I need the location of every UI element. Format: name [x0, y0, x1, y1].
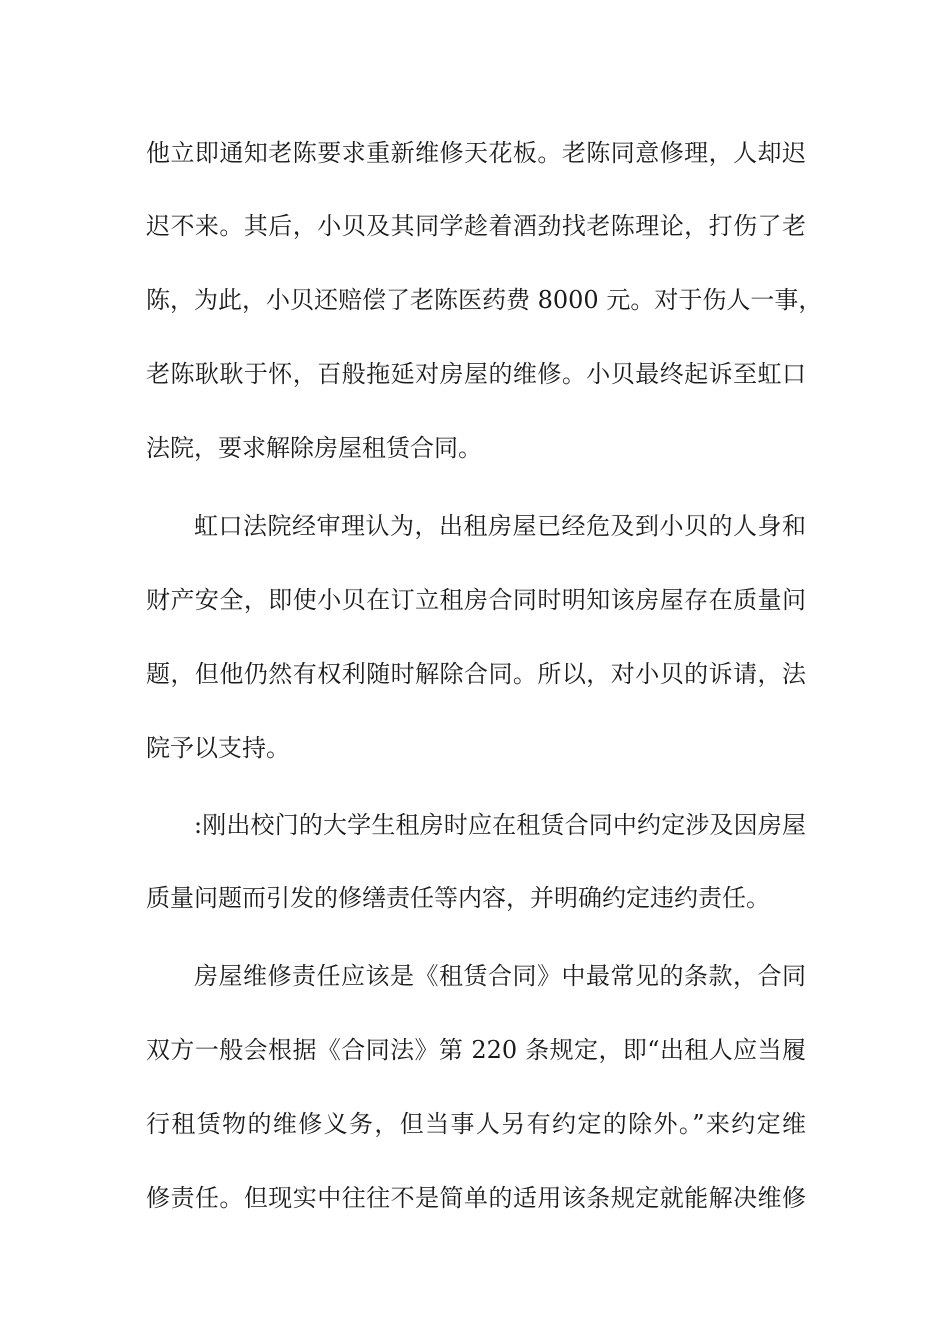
text-line: 行租赁物的维修义务，但当事人另有约定的除外。”来约定维 [146, 1110, 806, 1138]
text-line: 迟不来。其后，小贝及其同学趁着酒劲找老陈理论，打伤了老 [146, 212, 806, 240]
text-line: 题，但他仍然有权利随时解除合同。所以，对小贝的诉请，法 [146, 660, 806, 688]
text-line: 老陈耿耿于怀，百般拖延对房屋的维修。小贝最终起诉至虹口 [146, 360, 806, 388]
text-line: 陈，为此，小贝还赔偿了老陈医药费 8000 元。对于伤人一事， [146, 286, 823, 314]
text-line: 虹口法院经审理认为，出租房屋已经危及到小贝的人身和 [194, 512, 806, 540]
text-line: 房屋维修责任应该是《租赁合同》中最常见的条款，合同 [194, 962, 806, 990]
text-line: :刚出校门的大学生租房时应在租赁合同中约定涉及因房屋 [194, 811, 806, 839]
text-line: 院予以支持。 [146, 734, 290, 762]
text-line: 财产安全，即使小贝在订立租房合同时明知该房屋存在质量问 [146, 586, 806, 614]
text-line: 修责任。但现实中往往不是简单的适用该条规定就能解决维修 [146, 1184, 806, 1212]
text-line: 质量问题而引发的修缮责任等内容，并明确约定违约责任。 [146, 884, 770, 912]
text-line: 法院，要求解除房屋租赁合同。 [146, 434, 482, 462]
text-line: 双方一般会根据《合同法》第 220 条规定，即“出租人应当履 [146, 1036, 806, 1064]
text-line: 他立即通知老陈要求重新维修天花板。老陈同意修理，人却迟 [146, 139, 806, 167]
